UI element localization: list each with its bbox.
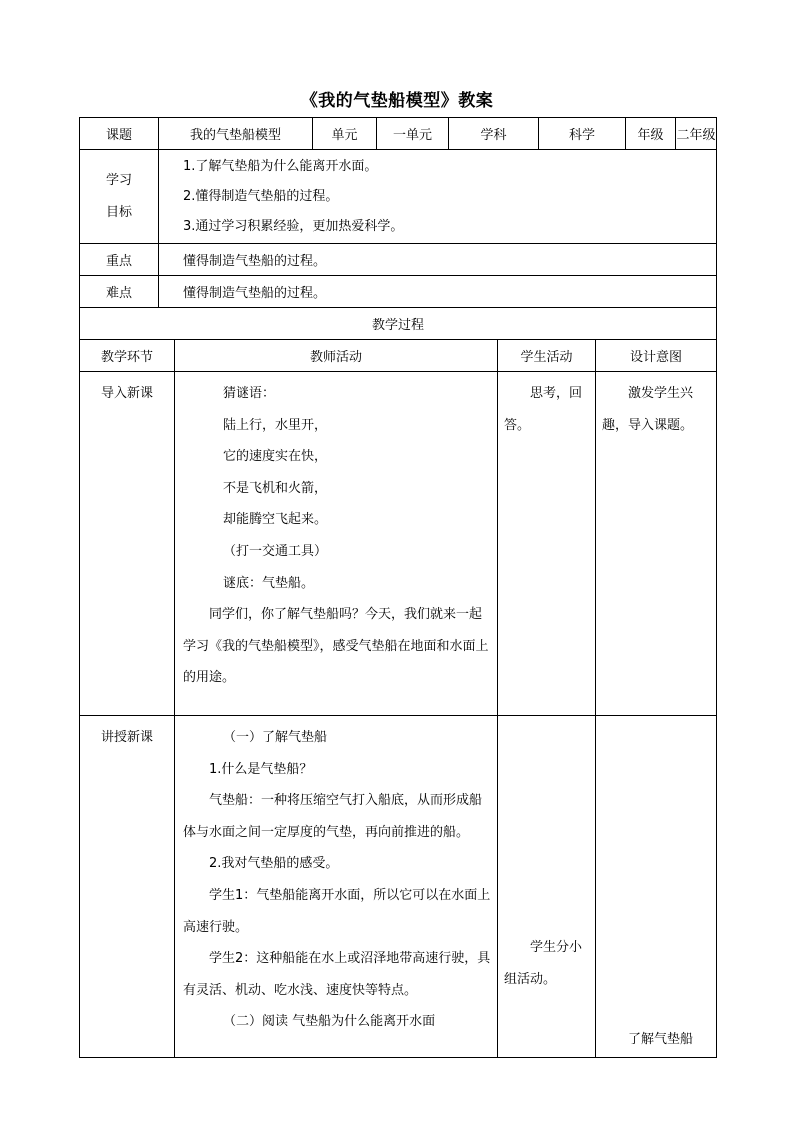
course-value: 我的气垫船模型 (159, 118, 313, 150)
lesson-line: （二）阅读 气垫船为什么能离开水面 (223, 1014, 436, 1030)
riddle-line: 却能腾空飞起来。 (223, 512, 328, 528)
lesson-line: 学生2：这种船能在水上或沼泽地带高速行驶，具有灵活、机动、吃水浅、速度快等特点。 (183, 951, 491, 998)
student-activity-text: 思考，回答。 (504, 386, 583, 433)
lesson-line: 2.我对气垫船的感受。 (209, 856, 339, 872)
header-table (79, 117, 717, 308)
key-point-value: 懂得制造气垫船的过程。 (159, 244, 717, 276)
process-table (79, 307, 717, 1058)
grade-label: 年级 (626, 118, 676, 150)
student-activity-text: 学生分小组活动。 (504, 940, 583, 987)
riddle-line: 它的速度实在快， (223, 449, 328, 465)
goal-item: 2.懂得制造气垫船的过程。 (183, 188, 339, 204)
lesson-line: 学生1：气垫船能离开水面，所以它可以在水面上高速行驶。 (183, 887, 491, 935)
subject-value: 科学 (539, 118, 626, 150)
goals-list (159, 150, 717, 244)
process-title: 教学过程 (80, 308, 717, 340)
riddle-line: 谜底：气垫船。 (223, 575, 315, 591)
course-label: 课题 (80, 118, 159, 150)
document-title: 《我的气垫船模型》教案 (300, 91, 494, 111)
goal-item: 1.了解气垫船为什么能离开水面。 (183, 158, 378, 174)
column-header: 学生活动 (498, 340, 596, 372)
stage-label: 讲授新课 (100, 730, 153, 745)
riddle-line: 不是飞机和火箭， (223, 480, 328, 496)
column-header: 教学环节 (80, 340, 175, 372)
goals-label-line1: 学习 (105, 172, 132, 188)
intro-student-activity (498, 372, 596, 716)
teach-stage (80, 716, 175, 1058)
difficulty-label: 难点 (80, 276, 159, 308)
teach-student-activity (498, 716, 596, 1058)
unit-value: 一单元 (377, 118, 449, 150)
goals-label-line2: 目标 (105, 204, 132, 220)
column-header: 教师活动 (175, 340, 498, 372)
riddle-line: （打一交通工具） (223, 543, 328, 559)
design-intent-text: 激发学生兴趣，导入课题。 (602, 386, 694, 433)
lesson-line: 气垫船：一种将压缩空气打入船底，从而形成船体与水面之间一定厚度的气垫，再向前推进的船。 (183, 793, 483, 840)
intro-teacher-activity (175, 372, 498, 716)
grade-value: 二年级 (676, 118, 717, 150)
unit-label: 单元 (313, 118, 377, 150)
riddle-line: 猜谜语： (223, 386, 276, 401)
subject-label: 学科 (449, 118, 539, 150)
goal-item: 3.通过学习积累经验，更加热爱科学。 (183, 218, 404, 234)
column-header: 设计意图 (596, 340, 717, 372)
lesson-line: 1.什么是气垫船？ (209, 761, 313, 777)
difficulty-value: 懂得制造气垫船的过程。 (159, 276, 717, 308)
design-intent-text: 了解气垫船 (628, 1032, 694, 1047)
teach-design-intent (596, 716, 717, 1058)
key-point-label: 重点 (80, 244, 159, 276)
stage-label: 导入新课 (100, 386, 153, 401)
intro-design-intent (596, 372, 717, 716)
teach-teacher-activity (175, 716, 498, 1058)
intro-paragraph: 同学们，你了解气垫船吗？今天，我们就来一起学习《我的气垫船模型》，感受气垫船在地面和水面上的用途。 (183, 607, 489, 686)
riddle-line: 陆上行，水里开， (223, 417, 328, 433)
intro-stage (80, 372, 175, 716)
goals-label (80, 150, 159, 244)
lesson-line: （一）了解气垫船 (223, 730, 328, 745)
